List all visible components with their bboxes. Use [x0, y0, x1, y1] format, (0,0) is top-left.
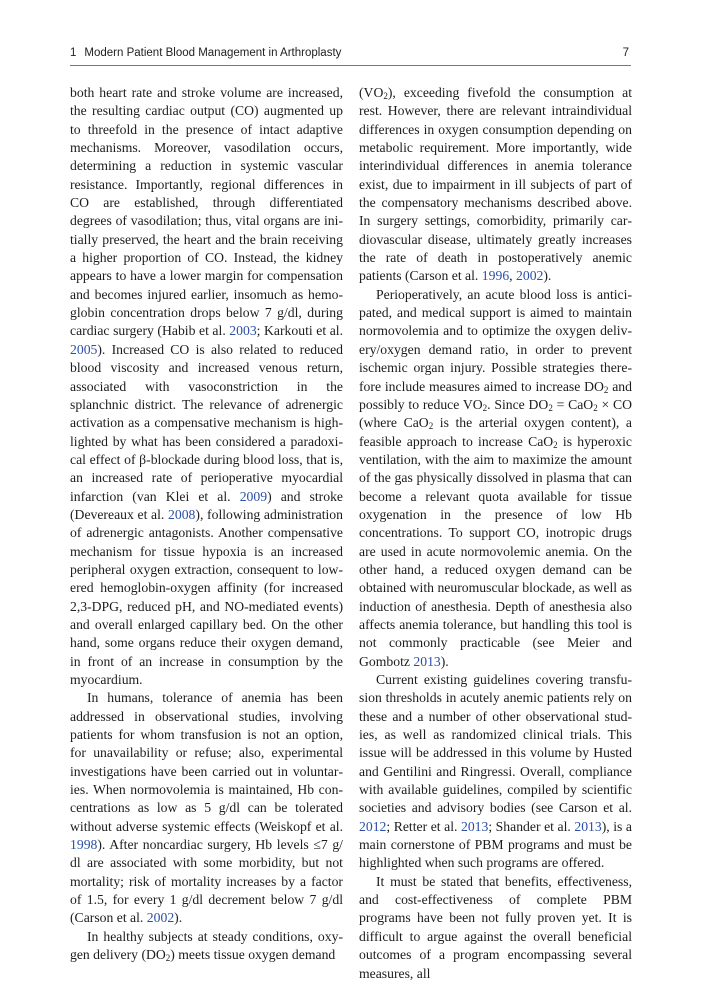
text-run: ). [440, 653, 449, 669]
left-column [70, 84, 343, 965]
text-run: (VO [359, 85, 384, 100]
chapter-number: 1 [70, 47, 77, 59]
text-run: ; Shander et al. [488, 818, 575, 834]
paragraph [70, 928, 343, 965]
text-run: ; Karkouti et al. [256, 323, 343, 339]
text-run: and possibly to reduce VO [359, 378, 632, 412]
citation-link[interactable]: 2005 [70, 341, 98, 357]
citation-link[interactable]: 2008 [168, 506, 196, 522]
citation-link[interactable]: 1998 [70, 837, 98, 853]
paragraph [359, 286, 632, 671]
subscript: 2 [593, 402, 598, 413]
text-run: ). [174, 910, 183, 926]
citation-link[interactable]: 2013 [460, 818, 489, 834]
text-run: ), is a main cornerstone of PBM programs and must be highlighted when such programs are offered. [359, 818, 632, 871]
text-run: ) and stroke (Devereaux et al. [70, 488, 343, 522]
text-run: In humans, tolerance of anemia has been addressed in observational studies, involving patients for whom transfusion is not an option, for unavailability or refuse; also, experimental investigations have been carried out in voluntaries. When normovolemia is maintained, Hb concentrations as low as 5 g/dl can be tolerated without adverse systemic effects (Weiskopf et al. [70, 690, 343, 834]
text-run: . Since DO [487, 396, 549, 412]
running-header [70, 43, 631, 65]
text-run: ; Retter et al. [386, 818, 461, 834]
subscript: 2 [482, 402, 488, 413]
citation-link[interactable]: 2013 [413, 653, 441, 669]
text-run: = CaO [552, 396, 594, 412]
text-run: In healthy subjects at steady conditions, oxygen delivery (DO [70, 928, 343, 963]
right-column [359, 84, 632, 983]
text-run: is hyperoxic ventilation, with the aim to maximize the amount of the gas physically dissolved in plasma that can become a relevant quota available for tissue oxygenation in the presence of low Hb concentrations. To support CO, inotropic drugs are used in acute normovolemic anemia. On the other hand, a reduced oxygen demand can be obtained with neuromuscular blockade, as well as induction of anesthesia. Depth of anesthesia also affects anemia tolerance, but handling this tool is not commonly practicable (see Meier and Gombotz [359, 433, 632, 669]
text-run: is the arterial oxygen content), a feasible approach to increase CaO [359, 415, 632, 449]
paragraph [70, 689, 343, 927]
header-rule [70, 65, 631, 66]
chapter-title: Modern Patient Blood Management in Arthroplasty [84, 47, 342, 59]
citation-link[interactable]: 2002 [146, 910, 175, 926]
citation-link[interactable]: 2012 [359, 818, 387, 834]
paragraph [359, 671, 632, 873]
text-run: ). [543, 268, 552, 284]
paragraph [359, 84, 632, 286]
text-run: , [509, 268, 516, 284]
paragraph [70, 84, 343, 689]
citation-link[interactable]: 2003 [229, 323, 257, 339]
subscript: 2 [548, 402, 553, 413]
text-run: Current existing guidelines covering transfusion thresholds in acutely anemic patients rely on these and a number of other observational studies, as well as randomized clinical trials. This issue will be addressed in this volume by Husted and Gentilini and Ringressi. Overall, compliance with available guidelines, compiled by scientific societies and advisory bodies (see Carson et al. [359, 672, 632, 816]
subscript: 2 [165, 953, 171, 964]
text-run: × CO (where CaO [359, 396, 633, 431]
text-run: It must be stated that benefits, effectiveness, and cost-effectiveness of complete PBM programs have been not fully proven yet. It is difficult to argue against the overall beneficial outcomes of a program encompassing several measures, all [359, 873, 632, 981]
citation-link[interactable]: 1996 [481, 268, 510, 284]
citation-link[interactable]: 2002 [516, 268, 544, 284]
text-run: both heart rate and stroke volume are increased, the resulting cardiac output (CO) augmented up to threefold in the presence of intact adaptive mechanisms. Moreover, vasodilation occurs, determining a reduction in systemic vascular resistance. Importantly, regional differences in CO are established, through differentiated degrees of vasodilation; thus, vital organs are initially preserved, the heart and the brain receiving a higher proportion of CO. Instead, the kidney appears to have a lower margin for compensation and becomes injured earlier, insomuch as hemoglobin concentration drops below 7 g/dl, during cardiac surgery (Habib et al. [70, 85, 343, 339]
subscript: 2 [553, 439, 558, 450]
subscript: 2 [428, 421, 434, 432]
subscript: 2 [603, 384, 609, 395]
text-run: Perioperatively, an acute blood loss is anticipated, and medical support is aimed to maintain normovolemia and to optimize the oxygen delivery/oxygen demand ratio, in order to prevent ischemic organ injury. Possible strategies therefore include measures aimed to increase DO [359, 286, 632, 394]
page-number: 7 [622, 47, 629, 59]
text-run: ) meets tissue oxygen demand [170, 947, 336, 963]
citation-link[interactable]: 2013 [574, 818, 602, 834]
subscript: 2 [383, 91, 388, 101]
citation-link[interactable]: 2009 [239, 488, 268, 504]
paragraph [359, 873, 632, 983]
text-run: ), following administration of adrenergic antagonists. Another compensative mechanism for tissue hypoxia is an increased peripheral oxygen extraction, consequent to lowered hemoglobin-oxygen affinity (for increased 2,3-DPG, reduced pH, and NO-mediated events) and overall enlarged capillary bed. On the other hand, some organs reduce their oxygen demand, in front of an increase in consumption by the myocardium. [70, 506, 343, 687]
text-run: ), exceeding fivefold the consumption at rest. However, there are relevant intraindividual differences in oxygen consumption depending on metabolic requirement. More importantly, wide interindividual differences in anemia tolerance exist, due to impairment in ill subjects of part of the compensatory mechanisms described above. In surgery settings, comorbidity, primarily cardiovascular disease, ultimately greatly increases the rate of death in postoperatively anemic patients (Carson et al. [359, 85, 632, 284]
text-run: ). After noncardiac surgery, Hb levels ≤7 g/ dl are associated with some morbidity, but not mortality; risk of mortality increases by a factor of 1.5, for every 1 g/dl decrement below 7 g/dl (Carson et al. [70, 837, 343, 926]
text-run: ). Increased CO is also related to reduced blood viscosity and increased venous return, associated with vasoconstriction in the splanchnic district. The relevance of adrenergic activation as a compensative mechanism is highlighted by what has been considered a paradoxical effect of β-blockade during blood loss, that is, an increased rate of perioperative myocardial infarction (van Klei et al. [70, 341, 343, 504]
chapter-heading [70, 47, 341, 59]
